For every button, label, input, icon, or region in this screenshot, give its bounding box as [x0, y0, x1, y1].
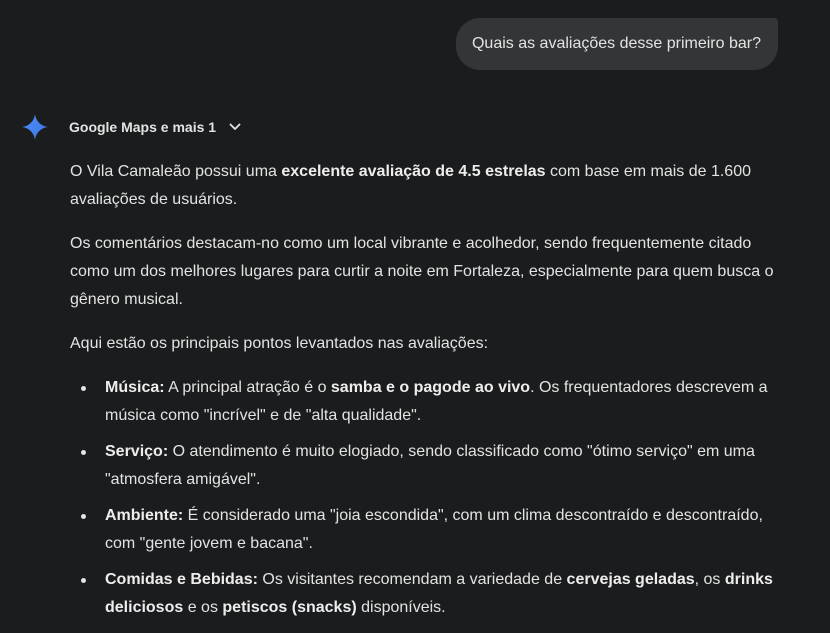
item-text: É considerado uma "joia escondida", com um clima descontraído e descontraído, com "gente jovem e bacana".	[105, 507, 763, 552]
bold-text: samba e o pagode ao vivo	[330, 379, 531, 396]
list-item-comidas-bebidas	[70, 566, 790, 622]
user-message-text: Quais as avaliações desse primeiro bar?	[471, 35, 761, 52]
response-paragraph-2: Os comentários destacam-no como um local vibrante e acolhedor, sendo frequentemente citado como um dos melhores lugares para curtir a noite em Fortaleza, especialmente para quem busca o gênero musical.	[70, 235, 774, 308]
item-label: Música:	[105, 379, 165, 396]
review-points-list	[70, 374, 790, 622]
response-paragraph-3: Aqui estão os principais pontos levantados nas avaliações:	[70, 335, 489, 352]
paragraph-text: com base em mais de 1.600 avaliações de usuários.	[70, 163, 751, 208]
sources-toggle-label[interactable]: Google Maps e mais 1	[69, 119, 217, 135]
item-text: disponíveis.	[356, 599, 446, 616]
chevron-down-icon[interactable]	[228, 120, 242, 134]
item-label: Ambiente:	[105, 507, 184, 524]
bold-text: petiscos (snacks)	[222, 599, 357, 616]
user-message-bubble	[456, 18, 778, 70]
item-text: O atendimento é muito elogiado, sendo classificado como "ótimo serviço" em uma "atmosfera amigável".	[105, 443, 755, 488]
gemini-sparkle-icon	[22, 114, 48, 140]
assistant-response	[70, 158, 790, 630]
list-item-ambiente	[70, 502, 790, 558]
paragraph-text: O Vila Camaleão possui uma	[70, 163, 282, 180]
item-text: e os	[183, 599, 223, 616]
list-item-musica	[70, 374, 790, 430]
bold-text: excelente avaliação de 4.5 estrelas	[281, 163, 546, 180]
list-item-servico	[70, 438, 790, 494]
response-header	[22, 114, 242, 140]
response-paragraph-1	[70, 158, 790, 214]
bold-text: cervejas geladas	[566, 571, 695, 588]
item-label: Comidas e Bebidas:	[105, 571, 258, 588]
item-text: , os	[694, 571, 725, 588]
item-text: . Os frequentadores descrevem a música como "incrível" e de "alta qualidade".	[105, 379, 768, 424]
item-text: A principal atração é o	[164, 379, 331, 396]
item-text: Os visitantes recomendam a variedade de	[257, 571, 567, 588]
bold-text: drinks deliciosos	[105, 571, 773, 616]
item-label: Serviço:	[105, 443, 169, 460]
